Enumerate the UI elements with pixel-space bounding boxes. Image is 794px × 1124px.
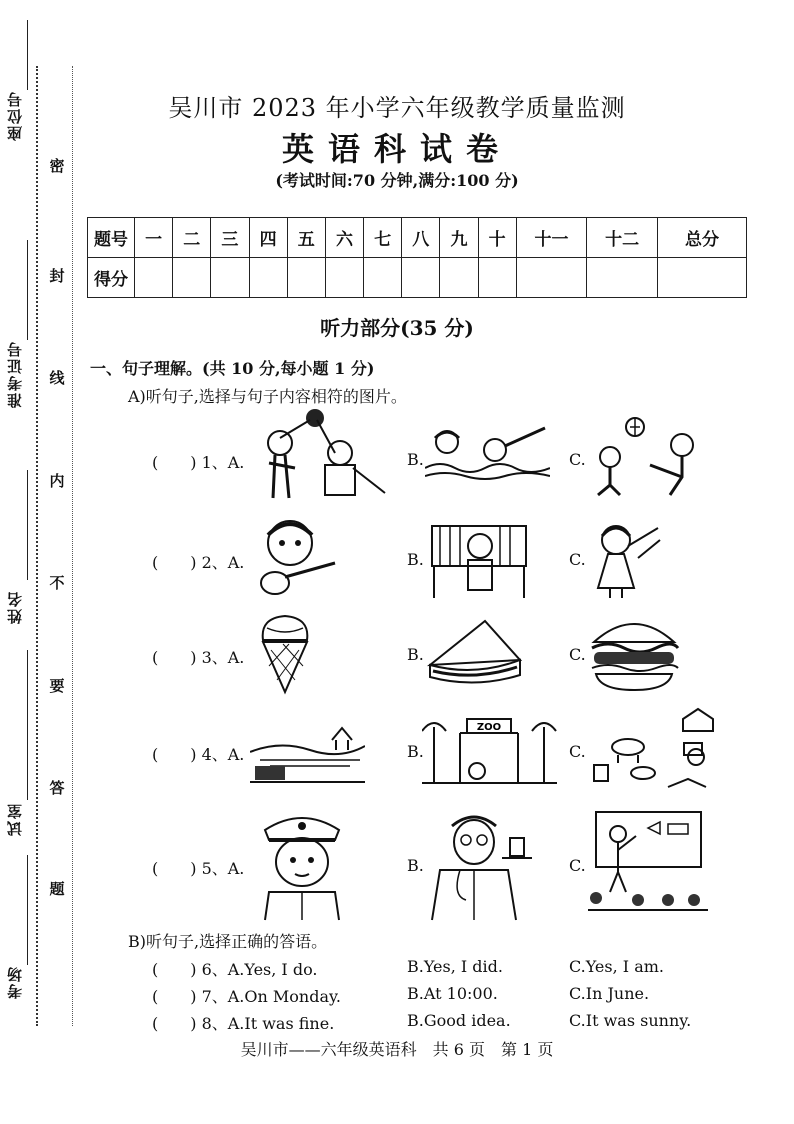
seal-char: 要 (49, 677, 65, 695)
part1-heading: 一、句子理解。(共 10 分,每小题 1 分) (90, 359, 375, 378)
section-title: 听力部分(35 分) (320, 316, 474, 340)
score-input-cell[interactable] (173, 258, 211, 298)
sandwich-picture (425, 615, 525, 690)
score-cell: 一 (135, 218, 173, 258)
name-label: 姓名 (6, 590, 24, 624)
basketball-players-picture (255, 408, 390, 500)
score-input-cell[interactable] (364, 258, 402, 298)
exam-room-label: 考场 (6, 965, 24, 999)
classroom-line (27, 650, 28, 800)
cut-line-outer (36, 66, 38, 1026)
score-cell: 题号 (88, 218, 135, 258)
question-1-label: ( ) 1、A. (152, 453, 245, 472)
seal-char: 内 (49, 472, 65, 490)
score-table-header-row (88, 218, 747, 258)
option-c-label: C. (569, 742, 586, 761)
score-cell: 八 (402, 218, 440, 258)
teacher-picture (588, 808, 708, 913)
option-b-label: B. (407, 856, 424, 875)
question-7-label: ( ) 7、A.On Monday. (152, 987, 342, 1006)
part1-sub-b: B)听句子,选择正确的答语。 (128, 932, 328, 951)
seal-char: 线 (49, 369, 65, 387)
option-b-label: B. (407, 450, 424, 469)
score-cell: 七 (364, 218, 402, 258)
question-6-option-c: C.Yes, I am. (569, 957, 664, 976)
score-table (87, 217, 747, 298)
exam-info: (考试时间:70 分钟,满分:100 分) (275, 171, 519, 190)
score-input-cell[interactable] (211, 258, 249, 298)
violin-girl-picture (588, 518, 668, 600)
question-8-option-c: C.It was sunny. (569, 1011, 692, 1030)
piano-player-picture (430, 518, 530, 600)
score-cell: 二 (173, 218, 211, 258)
score-cell: 六 (325, 218, 363, 258)
option-b-label: B. (407, 742, 424, 761)
seal-char: 不 (49, 574, 65, 592)
score-cell: 十一 (516, 218, 587, 258)
question-8-label: ( ) 8、A.It was fine. (152, 1014, 335, 1033)
score-input-cell[interactable] (587, 258, 658, 298)
exam-id-label: 准考证号 (6, 340, 24, 408)
score-cell: 五 (287, 218, 325, 258)
seat-number-label: 座位号 (6, 90, 24, 141)
farm-picture (588, 705, 718, 797)
park-lake-picture (250, 710, 365, 785)
guitar-girl-picture (250, 515, 340, 600)
score-input-cell[interactable] (658, 258, 747, 298)
score-input-cell[interactable] (249, 258, 287, 298)
score-cell: 十二 (587, 218, 658, 258)
classroom-label: 试室 (6, 802, 24, 836)
seal-char: 密 (49, 157, 65, 175)
score-input-cell[interactable] (440, 258, 478, 298)
police-officer-picture (255, 808, 350, 923)
doctor-picture (422, 808, 537, 923)
question-7-option-b: B.At 10:00. (407, 984, 498, 1003)
question-3-label: ( ) 3、A. (152, 648, 245, 667)
question-7-option-c: C.In June. (569, 984, 650, 1003)
name-line (27, 470, 28, 580)
svg-text:ZOO: ZOO (476, 722, 502, 733)
score-cell: 四 (249, 218, 287, 258)
exam-title-line2: 英语科试卷 (281, 130, 512, 168)
score-input-cell[interactable] (516, 258, 587, 298)
score-cell: 十 (478, 218, 516, 258)
exam-room-line (27, 855, 28, 965)
score-cell: 九 (440, 218, 478, 258)
option-c-label: C. (569, 550, 586, 569)
cut-line-inner (72, 66, 73, 1026)
score-input-cell[interactable] (135, 258, 173, 298)
score-cell: 得分 (88, 258, 135, 298)
option-c-label: C. (569, 856, 586, 875)
ice-cream-picture (255, 610, 315, 695)
option-b-label: B. (407, 550, 424, 569)
question-4-label: ( ) 4、A. (152, 745, 245, 764)
football-players-picture (590, 415, 715, 500)
score-input-cell[interactable] (478, 258, 516, 298)
seat-number-line (27, 20, 28, 90)
zoo-gate-picture (422, 705, 557, 787)
seal-char: 封 (49, 267, 65, 285)
option-c-label: C. (569, 450, 586, 469)
score-input-cell[interactable] (325, 258, 363, 298)
seal-char: 答 (49, 779, 65, 797)
option-b-label: B. (407, 645, 424, 664)
seal-char: 题 (49, 880, 65, 898)
question-8-option-b: B.Good idea. (407, 1011, 511, 1030)
question-5-label: ( ) 5、A. (152, 859, 245, 878)
option-c-label: C. (569, 645, 586, 664)
score-cell: 三 (211, 218, 249, 258)
question-2-label: ( ) 2、A. (152, 553, 245, 572)
exam-title-line1: 吴川市 2023 年小学六年级教学质量监测 (168, 94, 626, 122)
hamburger-picture (588, 610, 680, 692)
page-footer: 吴川市——六年级英语科 共 6 页 第 1 页 (240, 1040, 554, 1059)
score-input-cell[interactable] (402, 258, 440, 298)
swimmers-picture (425, 420, 550, 482)
score-table-score-row (88, 258, 747, 298)
question-6-label: ( ) 6、A.Yes, I do. (152, 960, 318, 979)
part1-sub-a: A)听句子,选择与句子内容相符的图片。 (128, 387, 407, 406)
question-6-option-b: B.Yes, I did. (407, 957, 503, 976)
score-cell: 总分 (658, 218, 747, 258)
score-input-cell[interactable] (287, 258, 325, 298)
